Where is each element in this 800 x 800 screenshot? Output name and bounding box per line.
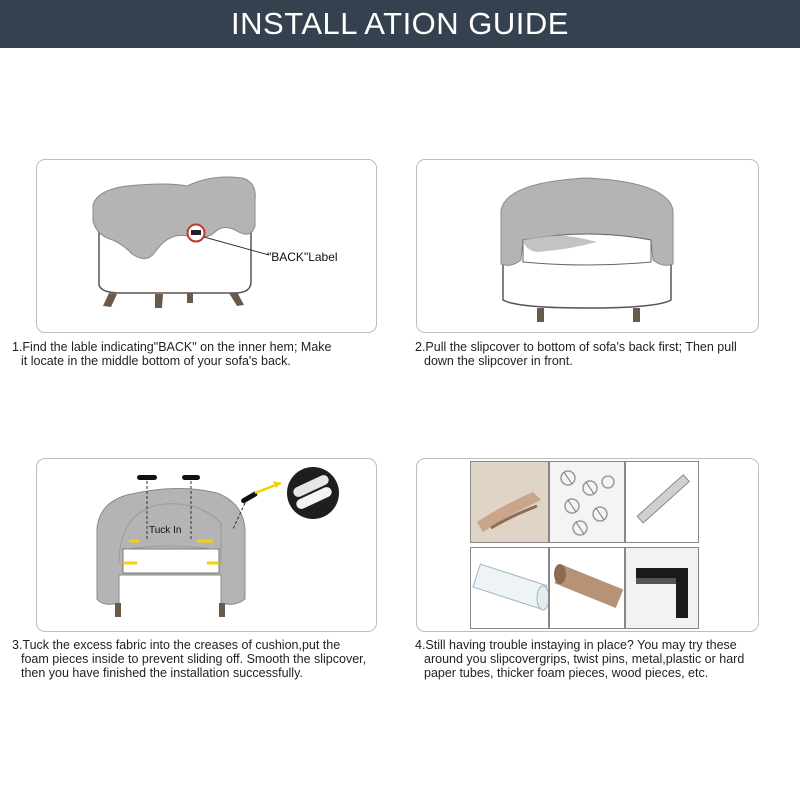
back-label-text: "BACK"Label <box>267 250 338 264</box>
step-3-caption: 3.Tuck the excess fabric into the creases of cushion,put the foam pieces inside to prevent sliding off. Smooth the slipcover, then you have finished the installation successfully. <box>12 638 367 680</box>
tuck-in-label: Tuck In <box>149 525 182 536</box>
step-2-illustration <box>416 159 759 333</box>
twist-pins-in-use-photo <box>470 461 549 543</box>
step-1-caption: 1.Find the lable indicating"BACK" on the inner hem; Make it locate in the middle bottom of your sofa's back. <box>12 340 332 368</box>
step-4-caption: 4.Still having trouble instaying in place? You may try these around you slipcovergrips, twist pins, metal,plastic or hard paper tubes, thicker foam pieces, wood pieces, etc. <box>415 638 745 680</box>
step-2-caption: 2.Pull the slipcover to bottom of sofa's back first; Then pull down the slipcover in front. <box>415 340 737 368</box>
twist-pins-photo <box>549 461 625 543</box>
page-title: INSTALL ATION GUIDE <box>231 6 569 41</box>
step-1-illustration <box>36 159 377 333</box>
paper-tube-photo <box>549 547 625 629</box>
step-3-illustration <box>36 458 377 632</box>
metal-tube-photo <box>625 461 699 543</box>
step-4-illustration <box>416 458 759 632</box>
plastic-tube-photo <box>470 547 549 629</box>
title-banner <box>0 0 800 48</box>
foam-strip-photo <box>625 547 699 629</box>
